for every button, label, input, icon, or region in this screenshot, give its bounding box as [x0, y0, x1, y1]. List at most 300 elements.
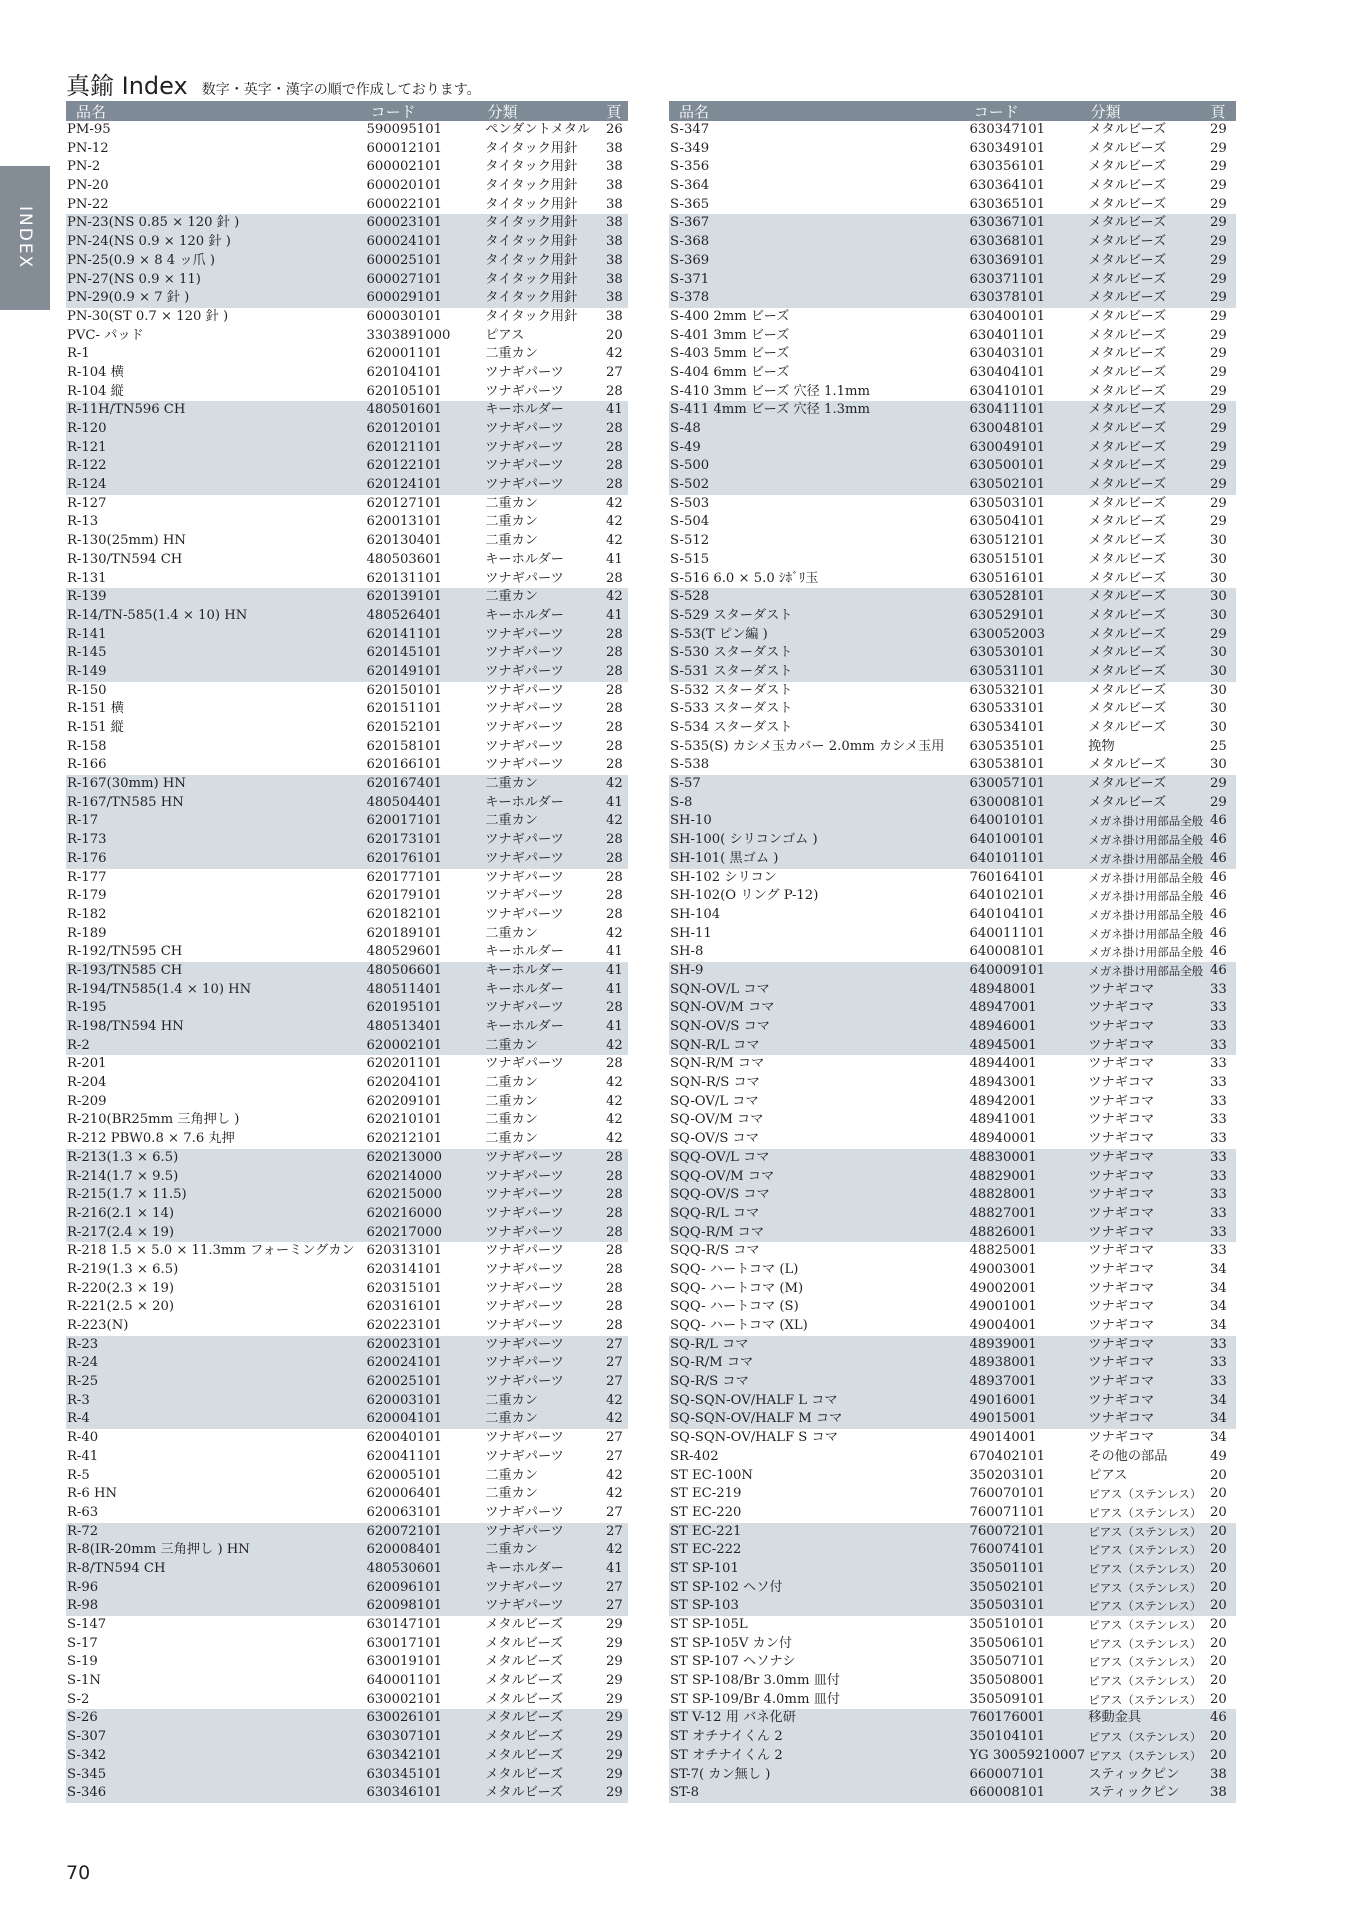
table-row [66, 271, 628, 290]
item-category: ツナギコマ [1088, 1205, 1155, 1221]
item-page: 41 [606, 794, 623, 810]
item-name: R-40 [67, 1430, 99, 1446]
item-name: ST EC-221 [670, 1523, 742, 1539]
item-page: 30 [1210, 645, 1227, 661]
item-code: 620177101 [366, 869, 442, 885]
item-category: タイタック用針 [485, 196, 578, 212]
item-category: ツナギパーツ [485, 850, 564, 866]
item-code: 630404101 [969, 364, 1045, 380]
item-category: ツナギコマ [1088, 1224, 1155, 1240]
table-row [66, 1168, 628, 1187]
table-row [669, 345, 1236, 364]
table-row [669, 1317, 1236, 1336]
item-name: S-401 3mm ビーズ [670, 327, 790, 343]
item-category: キーホルダー [485, 607, 564, 623]
item-code: 620040101 [366, 1430, 442, 1446]
item-code: 620121101 [366, 439, 442, 455]
item-category: キーホルダー [485, 794, 564, 810]
table-row [66, 1205, 628, 1224]
item-page: 28 [606, 888, 623, 904]
item-code: 620122101 [366, 458, 442, 474]
index-side-tab [0, 166, 50, 310]
item-code: 630364101 [969, 178, 1045, 194]
item-page: 20 [1210, 1598, 1227, 1614]
item-category: ツナギパーツ [485, 458, 564, 474]
item-name: SH-11 [670, 925, 712, 941]
item-category: メタルビーズ [485, 1729, 564, 1745]
item-code: 350203101 [969, 1467, 1045, 1483]
item-name: S-504 [670, 514, 710, 530]
table-row [669, 570, 1236, 589]
table-row [669, 1691, 1236, 1710]
item-code: 480504401 [366, 794, 442, 810]
item-name: SQQ-OV/S コマ [670, 1187, 770, 1203]
item-page: 20 [606, 327, 623, 343]
item-name: S-512 [670, 533, 710, 549]
item-category: ツナギパーツ [485, 720, 564, 735]
table-row [669, 1224, 1236, 1243]
item-page: 28 [606, 850, 623, 866]
table-row [66, 327, 628, 346]
item-category: メタルビーズ [1088, 495, 1167, 511]
item-name: R-167(30mm) HN [67, 776, 186, 792]
item-name: PM-95 [67, 122, 111, 137]
item-page: 25 [1210, 738, 1227, 754]
table-row [66, 1186, 628, 1205]
table-row [669, 383, 1236, 402]
item-name: SQQ-R/L コマ [670, 1205, 760, 1221]
item-code: 630411101 [969, 402, 1045, 418]
item-name: SQ-R/M コマ [670, 1355, 754, 1371]
item-name: S-8 [670, 794, 693, 810]
item-code: 49003001 [969, 1261, 1037, 1277]
item-category: メタルビーズ [1088, 234, 1167, 250]
item-page: 27 [606, 1336, 623, 1352]
item-code: 640100101 [969, 832, 1045, 848]
item-page: 28 [606, 701, 623, 717]
item-name: R-177 [67, 869, 107, 885]
item-page: 42 [606, 776, 623, 792]
table-row [669, 420, 1236, 439]
table-row [66, 906, 628, 925]
item-category: ツナギパーツ [485, 1000, 564, 1016]
item-name: R-221(2.5 × 20) [67, 1299, 175, 1315]
item-code: 620017101 [366, 813, 442, 829]
item-category: メタルビーズ [1088, 383, 1167, 399]
item-name: ST SP-105L [670, 1617, 748, 1632]
item-code: 640008101 [969, 944, 1045, 960]
item-page: 29 [1210, 776, 1227, 792]
item-page: 29 [1210, 402, 1227, 418]
item-page: 33 [1210, 1187, 1227, 1203]
item-category: ツナギパーツ [485, 906, 564, 922]
item-category: 二重カン [485, 495, 538, 511]
item-page: 30 [1210, 607, 1227, 623]
item-page: 29 [1210, 122, 1227, 137]
item-page: 29 [1210, 308, 1227, 324]
table-row [66, 233, 628, 252]
item-name: S-538 [670, 757, 710, 773]
item-code: 48830001 [969, 1149, 1037, 1165]
item-category: ツナギコマ [1088, 1280, 1155, 1296]
item-page: 29 [1210, 514, 1227, 530]
item-category: ツナギコマ [1088, 1392, 1155, 1408]
index-table-left [66, 101, 628, 1803]
item-name: SQQ- ハートコマ (XL) [670, 1318, 808, 1333]
item-page: 42 [606, 1411, 623, 1427]
item-code: 350508001 [969, 1673, 1045, 1689]
item-category: キーホルダー [485, 962, 564, 978]
table-row [66, 1728, 628, 1747]
item-code: 620098101 [366, 1598, 442, 1614]
item-page: 20 [1210, 1617, 1227, 1632]
table-row [669, 439, 1236, 458]
item-name: SQ-R/L コマ [670, 1336, 749, 1352]
table-body [66, 121, 628, 1803]
item-category: メタルビーズ [485, 1766, 564, 1782]
item-code: 630367101 [969, 215, 1045, 231]
table-row [66, 1672, 628, 1691]
item-category: ツナギパーツ [485, 1056, 564, 1072]
table-row [669, 682, 1236, 701]
item-category: ピアス（ステンレス） [1088, 1655, 1202, 1670]
item-code: 350501101 [969, 1560, 1045, 1576]
table-row [669, 981, 1236, 1000]
item-code: 620316101 [366, 1299, 442, 1315]
item-name: R-5 [67, 1467, 90, 1483]
item-code: 600029101 [366, 290, 442, 306]
item-category: メタルビーズ [1088, 682, 1167, 698]
item-name: S-347 [670, 122, 710, 137]
item-code: 620023101 [366, 1336, 442, 1352]
item-page: 28 [606, 1149, 623, 1165]
item-category: ピアス（ステンレス） [1088, 1636, 1202, 1651]
item-name: SQ-SQN-OV/HALF S コマ [670, 1430, 838, 1446]
item-page: 27 [606, 1504, 623, 1520]
item-code: 620214000 [366, 1168, 442, 1184]
item-code: 630346101 [366, 1785, 442, 1801]
table-row [669, 943, 1236, 962]
item-category: メタルビーズ [1088, 252, 1167, 268]
item-page: 41 [606, 1019, 623, 1034]
table-row [669, 1560, 1236, 1579]
item-code: 350510101 [969, 1617, 1045, 1632]
item-code: 480511401 [366, 981, 442, 997]
item-page: 20 [1210, 1691, 1227, 1707]
item-code: 630049101 [969, 439, 1045, 455]
item-page: 29 [1210, 290, 1227, 306]
item-page: 28 [606, 1318, 623, 1333]
table-row [66, 495, 628, 514]
item-code: 630057101 [969, 776, 1045, 792]
item-category: ツナギパーツ [485, 1374, 564, 1390]
item-category: ツナギパーツ [485, 832, 564, 848]
item-name: R-4 [67, 1411, 90, 1427]
item-page: 30 [1210, 701, 1227, 717]
item-code: 48944001 [969, 1056, 1037, 1072]
table-row [66, 1635, 628, 1654]
table-row [66, 1560, 628, 1579]
item-category: ツナギパーツ [485, 1318, 564, 1333]
item-category: その他の部品 [1088, 1448, 1168, 1464]
item-name: R-151 縦 [67, 720, 124, 735]
item-code: 480530601 [366, 1560, 442, 1576]
table-row [66, 1336, 628, 1355]
item-page: 29 [606, 1710, 623, 1726]
item-code: 630342101 [366, 1747, 442, 1763]
item-code: 630529101 [969, 607, 1045, 623]
item-name: PN-23(NS 0.85 × 120 針 ) [67, 215, 240, 231]
item-code: 630026101 [366, 1710, 442, 1726]
item-code: 630532101 [969, 682, 1045, 698]
item-code: 49015001 [969, 1411, 1037, 1427]
item-name: S-533 スターダスト [670, 701, 793, 717]
item-category: ツナギパーツ [485, 570, 564, 586]
item-code: 350509101 [969, 1691, 1045, 1707]
item-category: メタルビーズ [1088, 551, 1167, 567]
item-category: ツナギコマ [1088, 1411, 1155, 1427]
item-category: ツナギパーツ [485, 1149, 564, 1165]
table-row [669, 140, 1236, 159]
table-row [669, 738, 1236, 757]
header-code: コード [370, 102, 416, 121]
table-row [669, 1635, 1236, 1654]
item-page: 41 [606, 402, 623, 418]
item-category: メタルビーズ [1088, 290, 1167, 306]
item-category: メタルビーズ [1088, 607, 1167, 623]
table-row [66, 682, 628, 701]
table-row [66, 1111, 628, 1130]
table-row [66, 869, 628, 888]
table-row [669, 1074, 1236, 1093]
item-code: 620176101 [366, 850, 442, 866]
item-name: R-141 [67, 626, 107, 642]
table-row [66, 1280, 628, 1299]
table-row [669, 1523, 1236, 1542]
item-code: 620213000 [366, 1149, 442, 1165]
item-page: 42 [606, 1093, 623, 1109]
table-row [669, 1541, 1236, 1560]
item-page: 28 [606, 682, 623, 698]
item-category: ピアス（ステンレス） [1088, 1487, 1202, 1502]
item-code: 640101101 [969, 850, 1045, 866]
table-row [66, 663, 628, 682]
item-category: メタルビーズ [1088, 720, 1167, 735]
item-category: ツナギパーツ [485, 1168, 564, 1184]
item-page: 29 [1210, 327, 1227, 343]
item-page: 33 [1210, 1093, 1227, 1109]
item-code: 600002101 [366, 159, 442, 175]
item-category: 二重カン [485, 776, 538, 792]
table-row [669, 532, 1236, 551]
table-row [669, 1747, 1236, 1766]
item-page: 30 [1210, 720, 1227, 735]
item-code: 350104101 [969, 1729, 1045, 1745]
item-page: 20 [1210, 1635, 1227, 1651]
item-name: R-98 [67, 1598, 99, 1614]
item-name: ST EC-219 [670, 1486, 742, 1502]
item-code: 620025101 [366, 1374, 442, 1390]
item-page: 41 [606, 607, 623, 623]
item-page: 28 [606, 869, 623, 885]
item-name: S-345 [67, 1766, 107, 1782]
item-page: 33 [1210, 1112, 1227, 1128]
item-name: ST SP-107 ヘソナシ [670, 1654, 796, 1670]
item-name: S-403 5mm ビーズ [670, 346, 790, 362]
table-row [66, 158, 628, 177]
table-row [66, 289, 628, 308]
item-code: 620182101 [366, 906, 442, 922]
item-code: 760071101 [969, 1504, 1045, 1520]
item-page: 29 [1210, 271, 1227, 287]
table-row [66, 121, 628, 140]
item-name: S-367 [670, 215, 710, 231]
item-page: 29 [1210, 215, 1227, 231]
item-category: キーホルダー [485, 981, 564, 997]
item-category: ツナギコマ [1088, 1112, 1155, 1128]
item-category: メタルビーズ [1088, 215, 1167, 231]
table-row [66, 1766, 628, 1785]
item-code: 590095101 [366, 122, 442, 137]
item-page: 28 [606, 1000, 623, 1016]
item-category: メガネ掛け用部品全般 [1088, 907, 1204, 922]
item-name: R-6 HN [67, 1486, 118, 1502]
item-category: ピアス（ステンレス） [1088, 1561, 1202, 1576]
item-category: ツナギパーツ [485, 626, 564, 642]
table-row [66, 1616, 628, 1635]
table-row [66, 1691, 628, 1710]
item-name: R-219(1.3 × 6.5) [67, 1261, 179, 1277]
item-page: 27 [606, 1579, 623, 1595]
item-category: ピアス [485, 327, 525, 343]
table-row [669, 1616, 1236, 1635]
item-page: 33 [1210, 1355, 1227, 1371]
item-page: 28 [606, 645, 623, 661]
item-code: 620215000 [366, 1187, 442, 1203]
item-code: 640010101 [969, 813, 1045, 829]
item-page: 33 [1210, 1131, 1227, 1147]
item-category: ピアス（ステンレス） [1088, 1505, 1202, 1520]
item-category: ツナギコマ [1088, 1374, 1155, 1390]
table-row [669, 1111, 1236, 1130]
item-name: S-53(T ピン編 ) [670, 626, 768, 642]
item-page: 46 [1210, 850, 1227, 866]
item-code: 600030101 [366, 308, 442, 324]
item-code: 630052003 [969, 626, 1045, 642]
item-category: メタルビーズ [1088, 140, 1167, 156]
item-category: メガネ掛け用部品全般 [1088, 889, 1204, 904]
item-name: SH-101( 黒ゴム ) [670, 850, 779, 866]
item-code: 620003101 [366, 1392, 442, 1408]
item-page: 42 [606, 1075, 623, 1091]
item-page: 27 [606, 1523, 623, 1539]
item-name: R-14/TN-585(1.4 × 10) HN [67, 607, 248, 623]
item-code: 49016001 [969, 1392, 1037, 1408]
item-code: 630008101 [969, 794, 1045, 810]
item-page: 33 [1210, 1243, 1227, 1259]
item-page: 20 [1210, 1729, 1227, 1745]
item-name: SQQ- ハートコマ (M) [670, 1280, 804, 1296]
item-page: 29 [606, 1635, 623, 1651]
item-category: ピアス（ステンレス） [1088, 1618, 1202, 1632]
item-page: 38 [606, 252, 623, 268]
item-code: 630516101 [969, 570, 1045, 586]
item-name: ST SP-108/Br 3.0mm 皿付 [670, 1673, 841, 1689]
item-code: 620152101 [366, 720, 442, 735]
item-name: R-120 [67, 421, 107, 436]
table-row [66, 551, 628, 570]
table-row [66, 1448, 628, 1467]
item-page: 28 [606, 1187, 623, 1203]
item-page: 28 [606, 383, 623, 399]
item-category: ピアス [1088, 1467, 1128, 1483]
item-name: R-166 [67, 757, 107, 773]
item-category: 二重カン [485, 1075, 538, 1091]
item-name: PN-25(0.9 × 8 4 ッ爪 ) [67, 252, 216, 268]
item-page: 38 [606, 290, 623, 306]
item-page: 20 [1210, 1654, 1227, 1670]
item-page: 42 [606, 1542, 623, 1558]
item-page: 30 [1210, 757, 1227, 773]
item-category: メタルビーズ [1088, 421, 1167, 436]
item-name: S-530 スターダスト [670, 645, 793, 661]
table-row [66, 588, 628, 607]
item-name: S-48 [670, 421, 701, 436]
table-row [669, 1392, 1236, 1411]
item-category: メタルビーズ [485, 1635, 564, 1651]
item-category: ピアス（ステンレス） [1088, 1580, 1202, 1595]
item-page: 28 [606, 1224, 623, 1240]
item-name: R-215(1.7 × 11.5) [67, 1187, 187, 1203]
item-name: SQ-R/S コマ [670, 1374, 749, 1390]
item-category: ツナギパーツ [485, 1504, 564, 1520]
item-name: S-516 6.0 × 5.0 ｼﾎﾞﾘ玉 [670, 570, 819, 586]
item-name: R-220(2.3 × 19) [67, 1280, 175, 1296]
item-name: S-535(S) カシメ玉カバー 2.0mm カシメ玉用 [670, 738, 945, 754]
table-header-row [66, 101, 628, 121]
table-row [669, 663, 1236, 682]
item-category: メガネ掛け用部品全般 [1088, 833, 1204, 848]
item-category: メタルビーズ [1088, 477, 1167, 493]
item-code: 620313101 [366, 1243, 442, 1259]
item-code: 48826001 [969, 1224, 1037, 1240]
item-category: 二重カン [485, 1131, 538, 1147]
item-category: ツナギコマ [1088, 1149, 1155, 1165]
item-name: R-145 [67, 645, 107, 661]
table-row [66, 1784, 628, 1803]
item-page: 26 [606, 122, 623, 137]
item-page: 41 [606, 1560, 623, 1576]
item-page: 28 [606, 1261, 623, 1277]
table-row [66, 607, 628, 626]
item-category: ツナギパーツ [485, 663, 564, 679]
item-page: 46 [1210, 813, 1227, 829]
item-category: 二重カン [485, 1467, 538, 1483]
table-row [66, 1485, 628, 1504]
item-page: 28 [606, 458, 623, 474]
item-page: 29 [1210, 421, 1227, 436]
item-category: メタルビーズ [1088, 701, 1167, 717]
item-code: 480503601 [366, 551, 442, 567]
table-row [669, 812, 1236, 831]
table-row [66, 1018, 628, 1037]
item-page: 46 [1210, 925, 1227, 941]
table-row [669, 252, 1236, 271]
item-code: 620001101 [366, 346, 442, 362]
table-row [66, 1037, 628, 1056]
item-category: メタルビーズ [1088, 364, 1167, 380]
item-page: 28 [606, 1205, 623, 1221]
